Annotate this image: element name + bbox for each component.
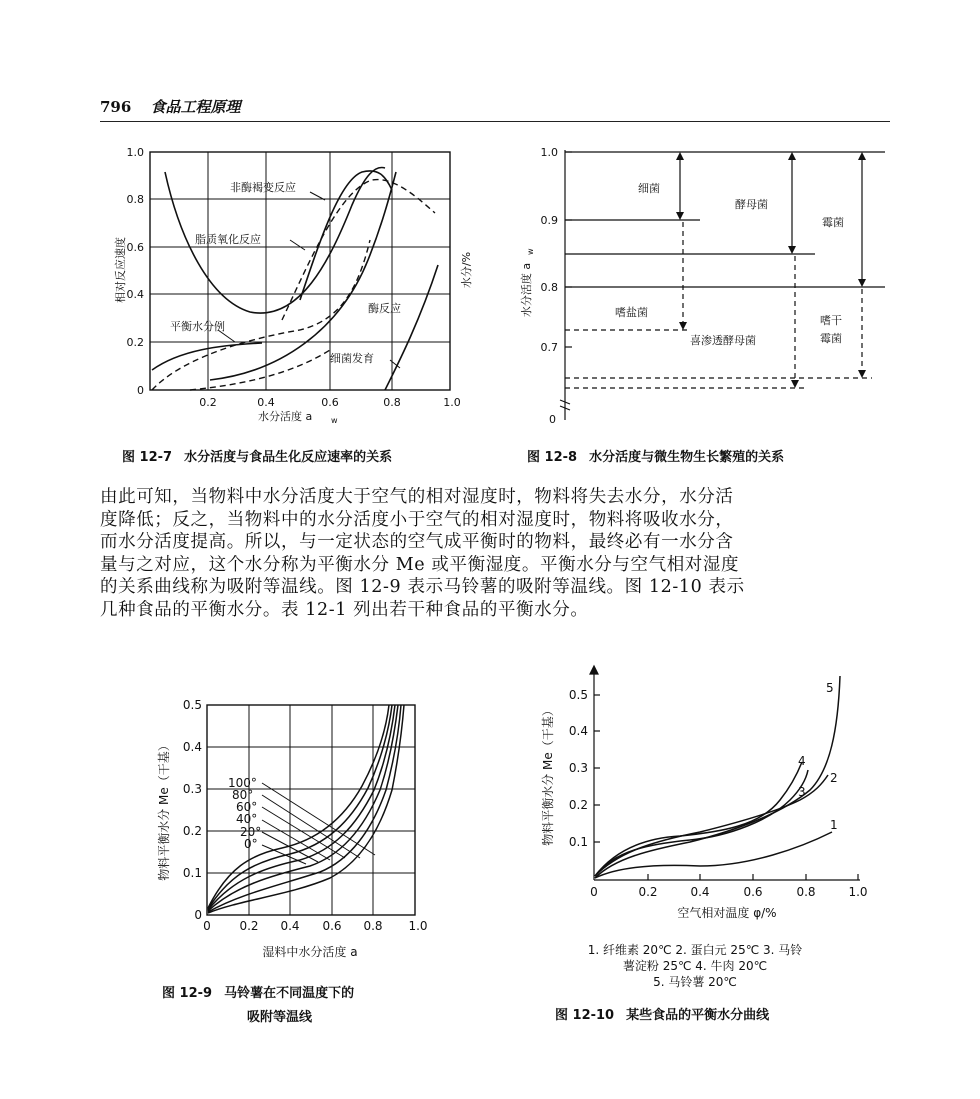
caption-number: 图 12-10	[555, 1008, 615, 1023]
isotherm-80	[208, 705, 401, 912]
paragraph-line: 量与之对应，这个水分称为平衡水分 Me 或平衡湿度。平衡水分与空气相对湿度	[100, 554, 740, 575]
annotation: 平衡水分例	[170, 320, 225, 333]
y-tick: 0.8	[540, 281, 558, 294]
x-tick: 0.8	[383, 396, 401, 409]
arrowhead	[788, 246, 796, 254]
leader-line	[290, 240, 305, 250]
fig12-9-frame	[207, 705, 415, 915]
x-tick: 1.0	[848, 885, 868, 899]
curve-1-cellulose	[595, 832, 832, 878]
y-tick: 0.2	[568, 798, 588, 812]
y-axis-label: 相对反应速度	[114, 237, 127, 303]
header-rule	[100, 121, 890, 122]
x-tick: 0.2	[199, 396, 217, 409]
x-tick: 1.0	[408, 919, 428, 933]
lipid-oxidation-curve	[165, 167, 385, 313]
x-tick: 0.4	[257, 396, 275, 409]
body-paragraph	[100, 486, 890, 622]
label-xerophilic: 嗜干	[820, 314, 842, 327]
x-axis-label: 湿料中水分活度 a	[262, 945, 358, 959]
temp-leader	[262, 845, 306, 864]
annotation: 非酶褐变反应	[230, 181, 296, 194]
fig12-10-legend	[525, 942, 865, 990]
y-tick: 0	[549, 413, 556, 426]
arrowhead	[858, 152, 866, 160]
browning-dashed-curve	[282, 180, 435, 320]
browning-curve	[300, 171, 392, 300]
isotherm-100	[208, 705, 404, 913]
arrowhead	[858, 370, 866, 378]
y-tick: 1.0	[540, 146, 558, 159]
page-header	[100, 96, 241, 117]
curve-2-protein	[595, 775, 828, 876]
temp-leader	[262, 783, 375, 855]
x-tick: 0.2	[638, 885, 658, 899]
temp-leader	[262, 832, 318, 862]
caption-text: 水分活度与食品生化反应速率的关系	[184, 450, 393, 465]
x-tick: 1.0	[443, 396, 461, 409]
fig12-7-frame	[150, 152, 450, 390]
caption-text: 水分活度与微生物生长繁殖的关系	[589, 450, 785, 465]
caption-number: 图 12-9	[162, 986, 213, 1001]
x-tick: 0.6	[743, 885, 763, 899]
arrowhead	[858, 279, 866, 287]
annotation: 酶反应	[368, 302, 401, 315]
x-axis-label-sub: w	[331, 416, 338, 425]
isotherm-60	[208, 705, 398, 911]
y-tick: 0.1	[182, 866, 202, 880]
page-number: 796	[100, 98, 132, 116]
enzyme-curve	[210, 172, 396, 380]
temp-label: 80°	[232, 788, 254, 802]
leader-line	[390, 360, 400, 368]
annotation: 脂质氧化反应	[195, 233, 261, 246]
annotation: 细菌发育	[330, 352, 374, 365]
caption-number: 图 12-8	[527, 450, 578, 465]
temp-leader	[262, 807, 345, 858]
arrowhead	[791, 380, 799, 388]
legend-line: 1. 纤维素 20℃ 2. 蛋白元 25℃ 3. 马铃	[587, 943, 803, 957]
curve-number: 5	[826, 681, 834, 695]
legend-line: 5. 马铃薯 20℃	[653, 975, 737, 989]
curve-3-starch	[595, 770, 808, 876]
label-bacteria: 细菌	[638, 182, 660, 195]
caption-12-8	[527, 446, 784, 465]
caption-text: 马铃薯在不同温度下的	[224, 986, 355, 1001]
curve-5-potato	[595, 676, 840, 878]
leader-line	[310, 192, 325, 200]
temp-label: 20°	[240, 825, 262, 839]
axis-break	[560, 406, 570, 410]
equilibrium-moisture-curve	[152, 240, 370, 390]
y-tick: 0.9	[540, 214, 558, 227]
x-axis-label: 水分活度 a	[258, 410, 313, 423]
axis-break	[560, 400, 570, 404]
arrowhead	[676, 212, 684, 220]
label-halophile: 嗜盐菌	[615, 306, 648, 319]
lower-dashed-curve	[190, 350, 330, 390]
isotherm-40	[208, 705, 395, 910]
curve-number: 4	[798, 754, 806, 768]
caption-12-10	[555, 1004, 769, 1023]
y-axis-arrow	[590, 666, 598, 674]
y-tick: 1.0	[126, 146, 144, 159]
x-tick: 0.6	[321, 396, 339, 409]
y-tick: 0.3	[568, 761, 588, 775]
leader-line	[218, 330, 235, 342]
y-axis-label-sub: w	[526, 248, 535, 255]
isotherm-0	[208, 705, 389, 908]
paragraph-line: 的关系曲线称为吸附等温线。图 12-9 表示马铃薯的吸附等温线。图 12-10 表示	[100, 577, 745, 598]
arrowhead	[788, 152, 796, 160]
y-axis-label-right: 水分/%	[460, 251, 473, 289]
y-tick: 0.1	[568, 835, 588, 849]
caption-text: 某些食品的平衡水分曲线	[626, 1008, 770, 1023]
bacteria-curve	[385, 265, 438, 390]
y-tick: 0	[194, 908, 202, 922]
equilibrium-solid-curve	[152, 343, 262, 370]
y-tick: 0.2	[182, 824, 202, 838]
y-tick: 0.5	[182, 698, 202, 712]
temp-leader	[262, 820, 330, 860]
curve-number: 1	[830, 818, 838, 832]
y-tick: 0.6	[126, 241, 144, 254]
y-tick: 0.5	[568, 688, 588, 702]
x-tick: 0.4	[280, 919, 300, 933]
arrowhead	[679, 322, 687, 330]
caption-number: 图 12-7	[122, 450, 173, 465]
x-tick: 0.8	[363, 919, 383, 933]
legend-line: 薯淀粉 25℃ 4. 牛肉 20℃	[622, 959, 768, 973]
temp-label: 60°	[236, 800, 258, 814]
x-tick: 0.2	[239, 919, 259, 933]
label-mold: 霉菌	[822, 216, 844, 229]
y-tick: 0.7	[540, 341, 558, 354]
caption-12-9	[162, 982, 354, 1001]
isotherm-20	[208, 705, 392, 909]
x-tick: 0	[203, 919, 211, 933]
x-tick: 0.4	[690, 885, 710, 899]
curve-4-beef	[595, 762, 802, 876]
caption-text: 吸附等温线	[247, 1010, 313, 1025]
paragraph-line: 而水分活度提高。所以，与一定状态的空气成平衡时的物料，最终必有一水分含	[100, 532, 734, 553]
x-tick: 0	[590, 885, 598, 899]
x-tick: 0.8	[796, 885, 816, 899]
book-title: 食品工程原理	[150, 98, 241, 116]
y-tick: 0.4	[126, 288, 144, 301]
y-axis-label: 物料平衡水分 Me（干基）	[541, 704, 555, 846]
y-tick: 0.2	[126, 336, 144, 349]
x-tick: 0.6	[322, 919, 342, 933]
label-yeast: 酵母菌	[735, 198, 768, 211]
temp-label: 0°	[244, 837, 258, 851]
y-tick: 0.4	[182, 740, 202, 754]
temp-leader	[262, 795, 360, 858]
y-tick: 0.3	[182, 782, 202, 796]
temp-label: 40°	[236, 812, 258, 826]
y-axis-label: 物料平衡水分 Me（干基）	[157, 739, 171, 881]
paragraph-line: 几种食品的平衡水分。表 12-1 列出若干种食品的平衡水分。	[100, 599, 589, 620]
label-osmophilic: 喜渗透酵母菌	[690, 334, 756, 347]
caption-12-7	[122, 446, 392, 465]
curve-number: 2	[830, 771, 838, 785]
curve-number: 3	[798, 785, 806, 799]
temp-label: 100°	[228, 776, 257, 790]
arrowhead	[676, 152, 684, 160]
x-axis-label: 空气相对温度 φ/%	[677, 906, 777, 920]
y-axis-label: 水分活度 a	[520, 262, 533, 318]
label-xerophilic-mold: 霉菌	[820, 332, 842, 345]
y-tick: 0.4	[568, 724, 588, 738]
caption-12-9-line2	[247, 1006, 312, 1025]
y-tick: 0	[137, 384, 144, 397]
paragraph-line: 由此可知，当物料中水分活度大于空气的相对湿度时，物料将失去水分，水分活	[100, 487, 734, 507]
paragraph-line: 度降低；反之，当物料中的水分活度小于空气的相对湿度时，物料将吸收水分，	[100, 509, 734, 530]
y-tick: 0.8	[126, 193, 144, 206]
